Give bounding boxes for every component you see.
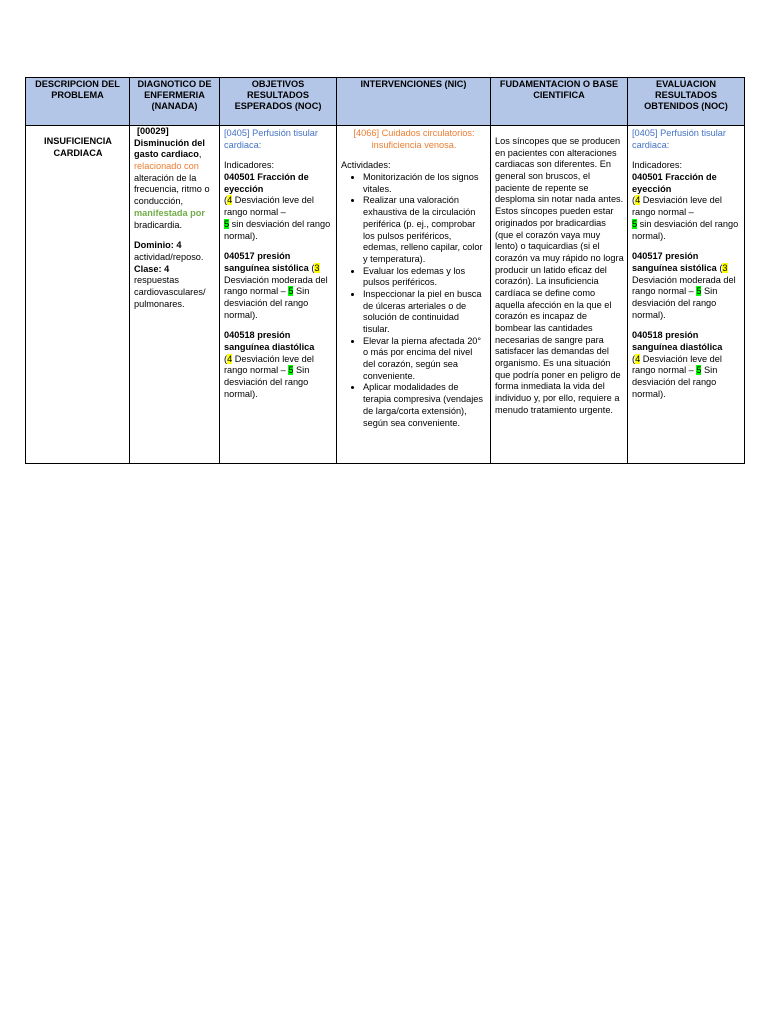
header-foundation: FUDAMENTACION O BASE CIENTIFICA <box>491 78 628 126</box>
score-text: Desviación leve del rango normal – <box>632 195 722 218</box>
paren: ( <box>632 353 636 364</box>
related-text: alteración de la frecuencia, ritmo o conducción, <box>134 172 210 207</box>
indicator-title: 040518 presión sanguínea diastólica <box>224 330 315 352</box>
diagnosis-comma: , <box>198 149 202 160</box>
class-text: respuestas cardiovasculares/ pulmonares. <box>134 275 206 309</box>
indicator-title: 040501 Fracción de eyección <box>224 172 309 194</box>
activities-list <box>341 172 487 429</box>
score-current: 3 <box>722 262 728 273</box>
score-target: 5 <box>696 365 702 376</box>
header-diagnosis: DIAGNOTICO DE ENFERMERIA (NANADA) <box>130 78 220 126</box>
paren: ( <box>716 262 723 273</box>
paren: ( <box>224 195 228 206</box>
manifested-text: bradicardia. <box>134 219 183 230</box>
objectives-heading: [0405] Perfusión tisular cardiaca: <box>224 128 318 150</box>
evaluation-indicator-1 <box>632 172 741 242</box>
interventions-cell <box>337 126 491 464</box>
score-text: Desviación moderada del rango normal – <box>224 274 328 297</box>
manifested-label: manifestada por <box>134 207 205 218</box>
header-interventions: INTERVENCIONES (NIC) <box>337 78 491 126</box>
score-current: 4 <box>635 353 641 364</box>
problem-text: INSUFICIENCIA CARDIACA <box>44 136 112 158</box>
score-current: 4 <box>227 353 233 364</box>
evaluation-indicators-label: Indicadores: <box>632 160 683 171</box>
header-row <box>26 78 745 126</box>
diagnosis-domain <box>134 240 216 310</box>
activities-label: Actividades: <box>341 160 391 171</box>
list-item: • Elevar la pierna afectada 20° o más por encima del nivel del corazón, según sea conveniente. <box>363 336 487 383</box>
foundation-cell <box>491 126 628 464</box>
care-row <box>26 126 745 464</box>
score-text: sin desviación del rango normal). <box>632 218 739 241</box>
score-text: Sin desviación del rango normal). <box>224 286 310 320</box>
list-item: • Aplicar modalidades de terapia compresiva (vendajes de larga/corta extensión), según sea conveniente. <box>363 382 487 429</box>
indicator-title: 040517 presión sanguínea sistólica <box>224 251 309 273</box>
score-text: Sin desviación del rango normal). <box>632 286 718 320</box>
header-evaluation: EVALUACION RESULTADOS OBTENIDOS (NOC) <box>628 78 745 126</box>
score-text: Desviación leve del rango normal – <box>224 353 314 376</box>
interventions-heading: [4066] Cuidados circulatorios: insuficiencia venosa. <box>353 128 475 150</box>
score-text: Desviación leve del rango normal – <box>224 195 314 218</box>
diagnosis-cell <box>130 126 220 464</box>
score-text: Sin desviación del rango normal). <box>632 365 718 399</box>
score-target: 5 <box>288 286 294 297</box>
score-text: Desviación moderada del rango normal – <box>632 274 736 297</box>
evaluation-cell <box>628 126 745 464</box>
score-text: Desviación leve del rango normal – <box>632 353 722 376</box>
objectives-cell <box>220 126 337 464</box>
score-target: 5 <box>288 365 294 376</box>
score-target: 5 <box>632 218 638 229</box>
list-item: • Evaluar los edemas y los pulsos periféricos. <box>363 266 487 289</box>
score-target: 5 <box>224 218 230 229</box>
diagnosis-statement <box>134 126 216 231</box>
indicator-title: 040517 presión sanguínea sistólica <box>632 251 717 273</box>
domain-text: actividad/reposo. <box>134 251 204 262</box>
score-target: 5 <box>696 286 702 297</box>
paren: ( <box>632 195 636 206</box>
foundation-text: Los síncopes que se producen en pacientes con alteraciones cardiacas son diferentes. En general son bruscos, el paciente de repente se desploma sin notar nada antes. Estos síncopes pueden estar originados por bradicardias (que el corazón vaya muy lento) o taquicardias (si el corazón va muy rápido no logra producir un latido eficaz del corazón). La insuficiencia cardíaca se define como aquella afección en la que el corazón es incapaz de bombear las cantidades necesarias de sangre para satisfacer las demandas del organismo. Es una situación que podría poner en peligro de forma inmediata la vida del individuo y, por ello, requiere a menudo tratamiento urgente. <box>495 136 624 415</box>
related-label: relacionado con <box>134 161 199 172</box>
list-item: • Monitorización de los signos vitales. <box>363 172 487 195</box>
list-item: • Inspeccionar la piel en busca de úlceras arteriales o de solución de continuidad tisular. <box>363 289 487 336</box>
diagnosis-code: [00029] <box>137 126 169 136</box>
care-plan-table <box>25 77 745 464</box>
list-item: • Realizar una valoración exhaustiva de la circulación periférica (p. ej., comprobar los pulsos periféricos, edemas, relleno capilar, color y temperatura). <box>363 195 487 265</box>
score-current: 4 <box>635 195 641 206</box>
score-text: sin desviación del rango normal). <box>224 218 331 241</box>
score-text: Sin desviación del rango normal). <box>224 365 310 399</box>
evaluation-indicator-3 <box>632 330 741 400</box>
paren: ( <box>224 353 228 364</box>
class-label: Clase: 4 <box>134 263 170 274</box>
diagnosis-title: Disminución del gasto cardiaco <box>134 137 205 160</box>
score-current: 3 <box>314 262 320 273</box>
problem-cell <box>26 126 130 464</box>
objectives-indicators-label: Indicadores: <box>224 160 275 171</box>
header-problem: DESCRIPCION DEL PROBLEMA <box>26 78 130 126</box>
domain-label: Dominio: 4 <box>134 240 182 251</box>
objective-indicator-1 <box>224 172 333 242</box>
score-current: 4 <box>227 195 233 206</box>
header-objectives: OBJETIVOS RESULTADOS ESPERADOS (NOC) <box>220 78 337 126</box>
paren: ( <box>308 262 315 273</box>
objective-indicator-2 <box>224 251 333 321</box>
indicator-title: 040518 presión sanguínea diastólica <box>632 330 723 352</box>
evaluation-heading: [0405] Perfusión tisular cardiaca: <box>632 128 726 150</box>
evaluation-indicator-2 <box>632 251 741 321</box>
indicator-title: 040501 Fracción de eyección <box>632 172 717 194</box>
objective-indicator-3 <box>224 330 333 400</box>
